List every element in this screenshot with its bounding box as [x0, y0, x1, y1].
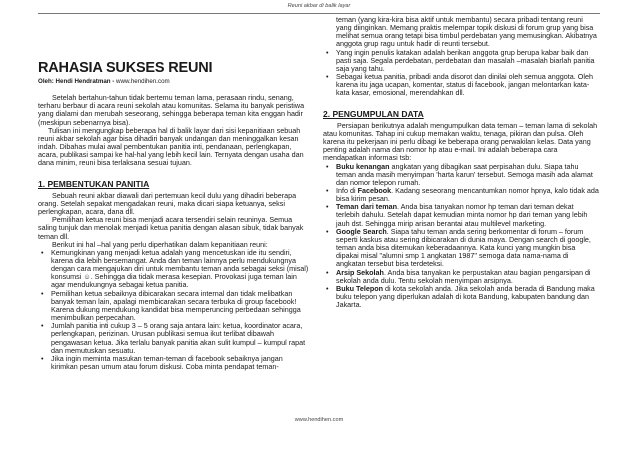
- item-text: . Siapa tahu teman anda sering berkomentar di forum – forum seperti kaskus atau sering dibicarakan di dunia maya. Dengan search di google, teman anda bisa ditemukan keberadaannya. Kata kunci yang mungkin bisa dipakai misal "alumni smp 1 angkatan 1987" semoga data nama-nama di angkatan tersebut bisa terdeteksi.: [336, 226, 591, 269]
- bullet-list: [323, 163, 599, 310]
- section-paragraph: Sebuah reuni akbar diawali dari pertemuan kecil dulu yang dihadiri beberapa orang. Setelah sepakat mengadakan reuni, maka dicari siapa ketuanya, seksi perlengkapan, acara, dana dll.: [38, 190, 297, 217]
- bullet-list: [38, 249, 311, 371]
- byline: [38, 78, 311, 86]
- page-footer[interactable]: www.hendihen.com: [294, 417, 344, 423]
- header-rule: [38, 13, 600, 14]
- list-item: • Sebagai ketua panitia, pribadi anda disorot dan dinilai oleh semua anggota. Oleh karena itu jaga ucapan, komentar, status di facebook, jangan melontarkan kata-kata kasar, emosional, merendahkan dll.: [323, 73, 599, 97]
- section-heading: 1. PEMBENTUKAN PANITIA: [38, 178, 150, 189]
- right-column: [323, 16, 599, 309]
- section-paragraph: Berikut ini hal –hal yang perlu diperhatikan dalam kepanitiaan reuni:: [52, 239, 268, 249]
- list-item: • Jumlah panitia inti cukup 3 – 5 orang saja antara lain: ketua, koordinator acara, perlengkapan, perizinan. Urusan publikasi semua ikut terlibat dibawah pengawasan ketua. Jika terlalu banyak panitia akan sulit kumpul – kumpul rapat dan memutuskan sesuatu.: [38, 322, 311, 355]
- list-item: [323, 228, 599, 269]
- item-keyword: Arsip Sekolah: [336, 267, 384, 277]
- page-header: Reuni akbar di balik layar: [287, 3, 351, 9]
- article-title: RAHASIA SUKSES REUNI: [38, 60, 213, 76]
- item-text: angkatan yang dibagikan saat perpisahan dulu. Siapa tahu teman anda masih menyimpan 'harta karun' tersebut. Semoga masih ada alamat dan nomor telepon rumah.: [336, 161, 593, 187]
- item-text: . Anda bisa tanyakan ke perpustakan atau bagian pengarsipan di sekolah anda dulu. Tentu sekolah menyimpan arsipnya.: [336, 267, 591, 285]
- list-item: [323, 187, 599, 203]
- item-keyword: Google Search: [336, 226, 387, 236]
- list-item: • Yang ingin penulis katakan adalah berikan anggota grup berupa kabar baik dan pasti saja. Segala perdebatan, perdebatan dan masalah –masalah biarlah panitia saja yang tahu.: [323, 49, 599, 73]
- byline-label: Oleh: Hendi Hendratman -: [38, 78, 117, 85]
- item-keyword: Buku kenangan: [336, 161, 390, 171]
- item-keyword: Teman dari teman: [336, 202, 397, 212]
- section-paragraph: Pemilihan ketua reuni bisa menjadi acara tersendiri selain reuninya. Semua saling tunjuk dan menolak menjadi ketua panitia dengan alasan sibuk, tidak banyak teman dll.: [38, 215, 304, 241]
- item-text: di kota sekolah anda. Jika sekolah anda berada di Bandung maka buku telepon yang diperlukan adalah di kota Bandung, kabupaten bandung dan Jakarta.: [336, 283, 595, 310]
- section-paragraph: Persiapan berikutnya adalah mengumpulkan data teman – teman lama di sekolah atau komunitas. Tahap ini cukup memakan waktu, tenaga, pikiran dan pulsa. Oleh karena itu pekerjaan ini perlu dibagi ke beberapa orang perwakilan kelas. Data yang penting adalah nama dan nomor hp atau e-mail. Ini adalah beberapa cara mendapatkan informasi tsb:: [323, 120, 598, 163]
- item-keyword: Facebook: [357, 185, 392, 195]
- list-item: [323, 203, 599, 227]
- list-item: [323, 285, 599, 309]
- section-heading: 2. PENGUMPULAN DATA: [323, 108, 424, 119]
- continued-text: teman (yang kira-kira bisa aktif untuk membantu) secara pribadi tentang reuni yang diinginkan. Memang praktis melempar topik diskusi di forum grup yang bisa melihat semua orang tetapi bisa timbul perdebatan yang memusingkan. Akibatnya anggota grup ragu untuk hadir di reunti tersebut.: [336, 15, 597, 49]
- left-column: [38, 24, 311, 371]
- item-text: . Kadang seseorang mencantumkan nomor hpnya, kalo tidak ada bisa kirim pesan.: [336, 185, 599, 204]
- list-item: • Jika ingin meminta masukan teman-teman di facebook sebaiknya jangan kirimkan pesan umum atau forum diskusi. Coba minta pendapat teman-: [38, 355, 311, 371]
- list-item: [323, 163, 599, 187]
- list-item: • Kemungkinan yang menjadi ketua adalah yang mencetuskan ide itu sendiri, karena dia lebih bersemangat. Anda dan teman lainnya perlu mendukungnya dengan cara mengajukan diri untuk membantu teman anda sebagai seksi (misal) konsumsi ☺. Sehingga dia tidak merasa kesepian. Provokasi juga teman lain agar mendukungnya sebagai ketua panitia.: [38, 249, 311, 290]
- item-keyword: Buku Telepon: [336, 283, 383, 293]
- item-text: . Anda bisa tanyakan nomor hp teman dari teman dekat terlebih dahulu. Setelah dapat kemudian minta nomor hp dari teman yang lebih jauh dst. Sehingga mirip arisan berantai atau multilevel marketing.: [336, 202, 588, 228]
- bullet-list: [323, 49, 599, 98]
- intro-paragraph: Tulisan ini mengungkap beberapa hal di balik layar dari sisi kepanitiaan sebuah reuni akbar sekolah agar bisa dihadiri banyak undangan dan meninggalkan kesan indah. Dibahas mulai awal pembentukan panitia inti, pendanaan, perlengkapan, acara, publikasi sampai ke hal-hal yang lebih kecil lain. Ternyata dengan usaha dan dana minim, reuni bisa terlaksana sesuai tujuan.: [38, 125, 304, 168]
- list-item: [323, 269, 599, 285]
- list-item: • Pemilihan ketua sebaiknya dibicarakan secara internal dan tidak melibatkan banyak teman lain, apalagi membicarakan secara terbuka di group facebook! Karena dukung mendukung kandidat bisa memperuncing perbedaan sehingga menimbulkan perpecahan.: [38, 290, 311, 323]
- byline-url[interactable]: www.hendihen.com: [116, 78, 170, 85]
- item-text: Info di: [336, 185, 358, 195]
- intro-paragraph: Setelah bertahun-tahun tidak bertemu teman lama, perasaan rindu, senang, terharu berbaur di acara reuni sekolah atau komunitas. Selama itu banyak peristiwa yang dialami dan merubah seseorang, sehingga beberapa teman kita enggan hadir (meskipun sebenarnya bisa).: [38, 93, 305, 127]
